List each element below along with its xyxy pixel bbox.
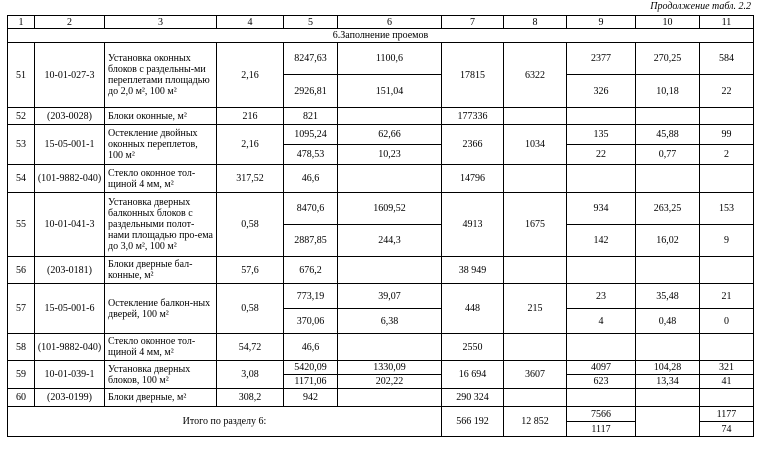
- total-cell: 7566: [567, 407, 636, 422]
- row-cell: 370,06: [284, 309, 338, 334]
- row-cell: [338, 257, 442, 284]
- header-cell: 1: [8, 16, 35, 29]
- table-caption: Продолжение табл. 2.2: [650, 1, 751, 12]
- row-name: Установка дверных балконных блоков с раздельными полот-нами площадью про-ема до 3,0 м², 100 м²: [105, 193, 217, 257]
- total-cell: 74: [700, 422, 754, 437]
- row-cell: 2366: [442, 125, 504, 165]
- row-cell: 16,02: [636, 225, 700, 257]
- row-cell: 142: [567, 225, 636, 257]
- row-cell: 0,48: [636, 309, 700, 334]
- row-cell: 16 694: [442, 361, 504, 389]
- row-cell: 4: [567, 309, 636, 334]
- header-cell: 3: [105, 16, 217, 29]
- row-cell: 216: [217, 108, 284, 125]
- row-cell: 0,77: [636, 145, 700, 165]
- row-cell: 290 324: [442, 389, 504, 407]
- row-name: Остекление балкон-ных дверей, 100 м²: [105, 284, 217, 334]
- row-cell: [636, 165, 700, 193]
- section-row: [8, 29, 754, 43]
- row-cell: 1034: [504, 125, 567, 165]
- row-cell: 6322: [504, 43, 567, 108]
- row-number: 56: [8, 257, 35, 284]
- row-cell: 2926,81: [284, 75, 338, 108]
- row-code: 10-01-027-3: [35, 43, 105, 108]
- row-cell: 22: [700, 75, 754, 108]
- row-cell: 39,07: [338, 284, 442, 309]
- row-cell: 13,34: [636, 375, 700, 389]
- row-cell: [700, 389, 754, 407]
- row-cell: 317,52: [217, 165, 284, 193]
- row-cell: 38 949: [442, 257, 504, 284]
- estimate-table: [7, 15, 754, 437]
- table-row: [8, 361, 754, 375]
- row-cell: 263,25: [636, 193, 700, 225]
- row-cell: 326: [567, 75, 636, 108]
- row-code: (101-9882-040): [35, 165, 105, 193]
- row-cell: 14796: [442, 165, 504, 193]
- row-cell: [700, 165, 754, 193]
- row-cell: 584: [700, 43, 754, 75]
- total-cell: 566 192: [442, 407, 504, 437]
- header-cell: 6: [338, 16, 442, 29]
- row-cell: 821: [284, 108, 338, 125]
- row-cell: 45,88: [636, 125, 700, 145]
- row-cell: 1330,09: [338, 361, 442, 375]
- row-cell: 1675: [504, 193, 567, 257]
- header-cell: 2: [35, 16, 105, 29]
- row-cell: 41: [700, 375, 754, 389]
- total-label: Итого по разделу 6:: [8, 407, 442, 437]
- row-cell: 1171,06: [284, 375, 338, 389]
- row-cell: [567, 165, 636, 193]
- row-cell: [700, 108, 754, 125]
- row-cell: 23: [567, 284, 636, 309]
- row-cell: 35,48: [636, 284, 700, 309]
- row-cell: 46,6: [284, 334, 338, 361]
- row-cell: [700, 257, 754, 284]
- total-cell: 1177: [700, 407, 754, 422]
- row-cell: [338, 108, 442, 125]
- row-cell: [504, 257, 567, 284]
- row-cell: 308,2: [217, 389, 284, 407]
- row-cell: [567, 257, 636, 284]
- row-cell: 2550: [442, 334, 504, 361]
- row-cell: 46,6: [284, 165, 338, 193]
- row-cell: 2,16: [217, 125, 284, 165]
- row-cell: 99: [700, 125, 754, 145]
- row-number: 53: [8, 125, 35, 165]
- row-code: (101-9882-040): [35, 334, 105, 361]
- header-cell: 7: [442, 16, 504, 29]
- row-name: Блоки оконные, м²: [105, 108, 217, 125]
- row-number: 55: [8, 193, 35, 257]
- row-cell: 1100,6: [338, 43, 442, 75]
- row-cell: [567, 108, 636, 125]
- table-row: [8, 193, 754, 225]
- row-code: 15-05-001-1: [35, 125, 105, 165]
- row-cell: [338, 389, 442, 407]
- header-cell: 9: [567, 16, 636, 29]
- row-cell: 1095,24: [284, 125, 338, 145]
- row-cell: 54,72: [217, 334, 284, 361]
- row-cell: [338, 334, 442, 361]
- row-cell: 3607: [504, 361, 567, 389]
- row-cell: 8247,63: [284, 43, 338, 75]
- row-number: 60: [8, 389, 35, 407]
- row-name: Остекление двойных оконных переплетов, 100 м²: [105, 125, 217, 165]
- row-cell: 2377: [567, 43, 636, 75]
- header-cell: 10: [636, 16, 700, 29]
- row-cell: 0,58: [217, 284, 284, 334]
- row-cell: 934: [567, 193, 636, 225]
- row-cell: 448: [442, 284, 504, 334]
- row-cell: 942: [284, 389, 338, 407]
- row-cell: 2887,85: [284, 225, 338, 257]
- header-cell: 4: [217, 16, 284, 29]
- table-row: [8, 108, 754, 125]
- row-cell: 153: [700, 193, 754, 225]
- row-cell: 478,53: [284, 145, 338, 165]
- header-cell: 8: [504, 16, 567, 29]
- header-row: [8, 16, 754, 29]
- total-cell: 1117: [567, 422, 636, 437]
- row-cell: 4097: [567, 361, 636, 375]
- table-row: [8, 43, 754, 75]
- row-cell: 62,66: [338, 125, 442, 145]
- row-code: 10-01-041-3: [35, 193, 105, 257]
- row-cell: 0,58: [217, 193, 284, 257]
- row-cell: 2: [700, 145, 754, 165]
- table-row: [8, 389, 754, 407]
- row-cell: 0: [700, 309, 754, 334]
- row-cell: [636, 257, 700, 284]
- row-code: (203-0199): [35, 389, 105, 407]
- row-cell: 244,3: [338, 225, 442, 257]
- row-name: Блоки дверные бал-конные, м²: [105, 257, 217, 284]
- row-number: 54: [8, 165, 35, 193]
- row-cell: [636, 334, 700, 361]
- row-cell: [636, 389, 700, 407]
- table-row: [8, 334, 754, 361]
- row-cell: 177336: [442, 108, 504, 125]
- row-name: Стекло оконное тол-щиной 4 мм, м²: [105, 165, 217, 193]
- row-cell: [504, 165, 567, 193]
- row-name: Установка оконных блоков с раздельны-ми переплетами площадью до 2,0 м², 100 м²: [105, 43, 217, 108]
- row-cell: 17815: [442, 43, 504, 108]
- row-number: 59: [8, 361, 35, 389]
- row-cell: [338, 165, 442, 193]
- row-cell: 21: [700, 284, 754, 309]
- header-cell: 11: [700, 16, 754, 29]
- row-cell: 3,08: [217, 361, 284, 389]
- row-cell: [700, 334, 754, 361]
- total-row: [8, 407, 754, 422]
- row-cell: 270,25: [636, 43, 700, 75]
- table-row: [8, 257, 754, 284]
- row-cell: 215: [504, 284, 567, 334]
- row-code: 10-01-039-1: [35, 361, 105, 389]
- row-code: (203-0028): [35, 108, 105, 125]
- row-code: (203-0181): [35, 257, 105, 284]
- row-cell: [504, 389, 567, 407]
- row-cell: 104,28: [636, 361, 700, 375]
- row-name: Блоки дверные, м²: [105, 389, 217, 407]
- section-title: 6.Заполнение проемов: [8, 29, 754, 43]
- row-code: 15-05-001-6: [35, 284, 105, 334]
- total-cell: [636, 407, 700, 437]
- row-cell: 773,19: [284, 284, 338, 309]
- row-cell: 6,38: [338, 309, 442, 334]
- row-number: 58: [8, 334, 35, 361]
- table-row: [8, 125, 754, 145]
- row-cell: 135: [567, 125, 636, 145]
- row-cell: 2,16: [217, 43, 284, 108]
- row-cell: 8470,6: [284, 193, 338, 225]
- row-cell: 57,6: [217, 257, 284, 284]
- row-cell: 4913: [442, 193, 504, 257]
- row-cell: 22: [567, 145, 636, 165]
- row-number: 51: [8, 43, 35, 108]
- row-cell: [567, 389, 636, 407]
- row-cell: [636, 108, 700, 125]
- table-row: [8, 284, 754, 309]
- row-cell: [567, 334, 636, 361]
- row-cell: 676,2: [284, 257, 338, 284]
- table-row: [8, 165, 754, 193]
- row-cell: 9: [700, 225, 754, 257]
- row-cell: 321: [700, 361, 754, 375]
- row-cell: 1609,52: [338, 193, 442, 225]
- row-cell: 5420,09: [284, 361, 338, 375]
- row-cell: 10,18: [636, 75, 700, 108]
- row-cell: [504, 334, 567, 361]
- row-cell: 202,22: [338, 375, 442, 389]
- total-cell: 12 852: [504, 407, 567, 437]
- row-cell: 623: [567, 375, 636, 389]
- row-cell: 151,04: [338, 75, 442, 108]
- row-name: Установка дверных блоков, 100 м²: [105, 361, 217, 389]
- row-name: Стекло оконное тол-щиной 4 мм, м²: [105, 334, 217, 361]
- row-number: 52: [8, 108, 35, 125]
- header-cell: 5: [284, 16, 338, 29]
- row-cell: [504, 108, 567, 125]
- row-cell: 10,23: [338, 145, 442, 165]
- row-number: 57: [8, 284, 35, 334]
